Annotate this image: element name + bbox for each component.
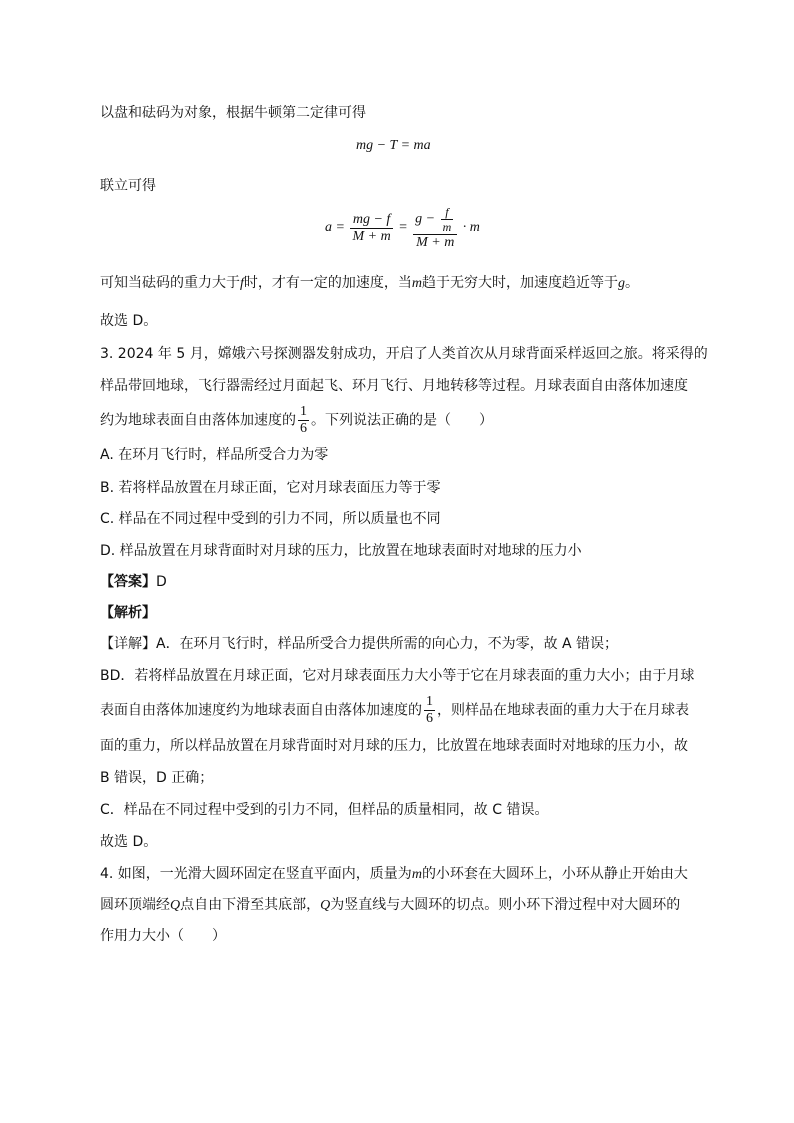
q4-stem-2 [100,895,680,916]
intro-text-2: 联立可得 [100,178,156,194]
eq2-fraction-2 [413,205,457,251]
equation-2 [325,205,480,251]
eq2-f2-num [413,205,457,235]
q4-stem-2a: 圆环顶端经 [100,897,170,913]
q3-detail-3a: 表面自由落体加速度约为地球表面自由落体加速度的 [100,702,422,719]
q4-stem-2b: 点自由下滑至其底部， [180,897,321,913]
q3-stem-3a: 约为地球表面自由落体加速度的 [100,412,296,429]
q3-detail-frac-num: 1 [426,694,433,709]
q3-detail-fraction [424,694,435,727]
var-g: g [618,276,626,291]
q4-var-m: m [411,867,422,882]
intro-text-3d: 。 [625,275,640,291]
eq2-inner-den: m [442,220,452,234]
q3-option-a: A. 在环月飞行时，样品所受合力为零 [100,447,329,463]
q3-frac-den: 6 [300,421,307,436]
q3-stem-3b: 。下列说法正确的是（ ） [311,412,493,429]
q3-detail-6: C．样品在不同过程中受到的引力不同，但样品的质量相同，故 C 错误。 [100,802,549,818]
q3-detail-4: 面的重力，所以样品放置在月球背面时对月球的压力，比放置在地球表面时对地球的压力小，故 [100,738,688,754]
eq2-lhs: a = [325,220,345,236]
q3-detail-3 [100,694,689,727]
q3-detail-5: B 错误，D 正确； [100,770,214,786]
equation-1: mg − T = ma [356,138,431,153]
q4-stem-3: 作用力大小（ ） [100,928,226,944]
q3-option-d: D. 样品放置在月球背面时对月球的压力，比放置在地球表面时对地球的压力小 [100,543,582,559]
intro-text-3a: 可知当砝码的重力大于 [100,275,240,291]
q4-stem-1a: 4. 如图，一光滑大圆环固定在竖直平面内，质量为 [100,866,412,882]
q4-var-q: Q [170,898,181,913]
eq2-inner-num: f [441,205,454,220]
q3-option-b: B. 若将样品放置在月球正面，它对月球表面压力等于零 [100,480,441,496]
answer-label: 【答案】 [100,574,156,590]
q3-option-c: C. 样品在不同过程中受到的引力不同，所以质量也不同 [100,511,441,527]
q3-fraction [298,404,309,437]
intro-choice: 故选 D。 [100,313,158,329]
q3-detail-3b: ，则样品在地球表面的重力大于在月球表 [437,702,689,719]
intro-text-1: 以盘和砝码为对象，根据牛顿第二定律可得 [100,105,366,121]
eq2-f2-num-g: g − [415,211,436,227]
q3-detail-2: BD．若将样品放置在月球正面，它对月球表面压力大小等于它在月球表面的重力大小；由于月球 [100,668,695,684]
intro-text-3b: 时，才有一定的加速度，当 [243,275,412,291]
intro-text-3 [100,273,639,294]
q3-answer [100,572,167,592]
q3-stem-1: 3. 2024 年 5 月，嫦娥六号探测器发射成功，开启了人类首次从月球背面采样返回之旅。将采得的 [100,346,708,362]
q4-var-q2: Q [320,898,331,913]
eq2-fraction-1 [350,212,392,245]
eq2-eq-sign: = [398,220,408,236]
q3-frac-num: 1 [300,404,307,419]
eq2-inner-fraction [441,205,454,234]
eq2-f1-num: mg − f [350,212,392,229]
eq2-f2-den: M + m [416,235,455,250]
q4-stem-2c: 为竖直线与大圆环的切点。则小环下滑过程中对大圆环的 [330,897,681,913]
q3-stem-3 [100,404,493,437]
q4-stem-1 [100,864,688,885]
q4-stem-1b: 的小环套在大圆环上，小环从静止开始由大 [421,866,688,882]
q3-analysis-label: 【解析】 [100,605,156,621]
q3-stem-2: 样品带回地球，飞行器需经过月面起飞、环月飞行、月地转移等过程。月球表面自由落体加速度 [100,378,688,394]
q3-choice: 故选 D。 [100,834,158,850]
q3-detail-1: 【详解】A．在环月飞行时，样品所受合力提供所需的向心力，不为零，故 A 错误； [100,636,619,652]
answer-value: D [156,574,167,590]
var-f: f [240,276,244,291]
intro-text-3c: 趋于无穷大时，加速度趋近等于 [422,275,619,291]
eq2-f1-den: M + m [352,228,391,244]
q3-detail-frac-den: 6 [426,711,433,726]
eq2-tail: · m [462,220,480,236]
var-m: m [411,276,423,291]
